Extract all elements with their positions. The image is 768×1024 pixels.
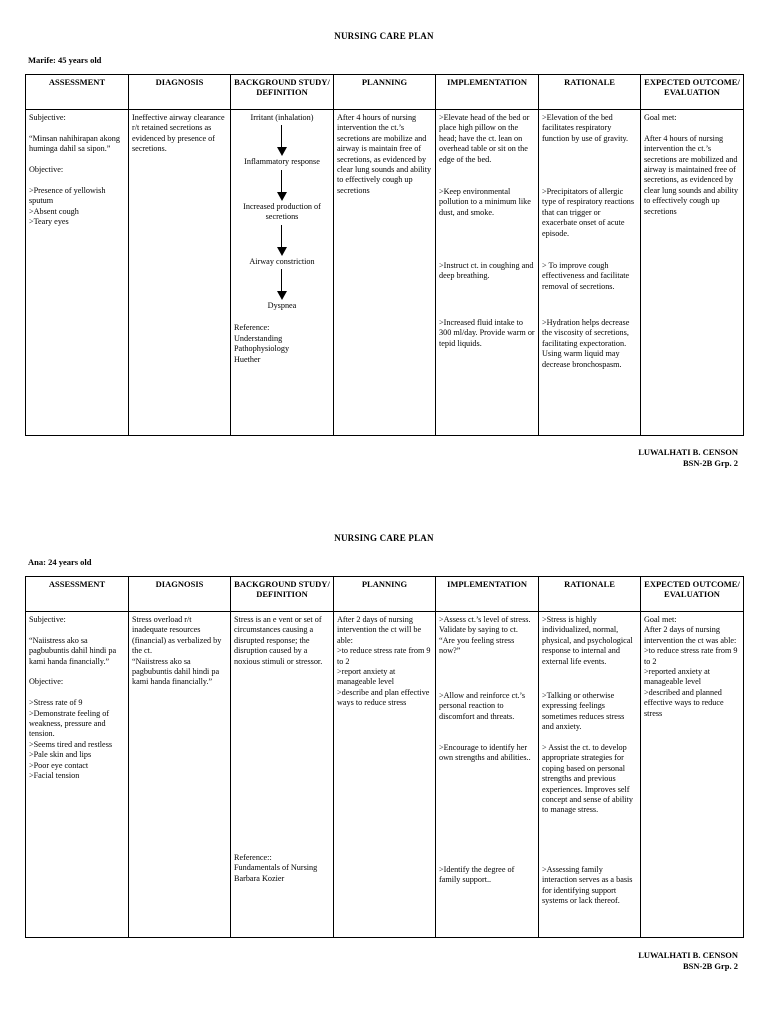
rationale-item: >Precipitators of allergic type of respiratory reactions that can trigger or exacerbate onset of acute episode. — [542, 187, 635, 238]
implementation-cell — [436, 612, 539, 938]
outcome-text: Goal met: After 4 hours of nursing intervention the ct.’s secretions are mobilized and airway is maintained free of secretions, as evidenced by clear lung sounds and ability to effectively cough up secretions — [644, 113, 739, 216]
plan-title: NURSING CARE PLAN — [334, 31, 434, 41]
diagnosis-cell — [129, 612, 231, 938]
flow-node-secretions: Increased production of secretions — [243, 201, 321, 222]
plan-title: NURSING CARE PLAN — [334, 533, 434, 543]
implementation-item: >Instruct ct. in coughing and deep breathing. — [439, 261, 534, 281]
care-plan-table — [25, 576, 744, 938]
planning-cell — [334, 110, 436, 436]
implementation-item: >Keep environmental pollution to a minimum like dust, and smoke. — [439, 187, 531, 217]
rationale-item: > Assist the ct. to develop appropriate strategies for coping based on personal strengths and previous experiences. Improves self concept and sense of ability to manage stress. — [542, 743, 633, 815]
rationale-cell — [539, 612, 641, 938]
header-planning: PLANNING — [334, 75, 436, 110]
header-diagnosis: DIAGNOSIS — [129, 75, 231, 110]
arrow-down-icon — [277, 125, 287, 157]
implementation-item: >Elevate head of the bed or place high pillow on the head; have the ct. lean on overhead table or sit on the edge of the bed. — [439, 113, 530, 164]
header-implementation: IMPLEMENTATION — [436, 577, 539, 612]
care-plan-table — [25, 74, 744, 436]
patient-name: Marife: 45 years old — [28, 55, 102, 65]
header-planning: PLANNING — [334, 577, 436, 612]
header-diagnosis: DIAGNOSIS — [129, 577, 231, 612]
rationale-cell — [539, 110, 641, 436]
table-row — [26, 110, 744, 436]
pathophysiology-flowchart — [234, 113, 330, 311]
background-cell — [231, 110, 334, 436]
header-row — [26, 577, 744, 612]
outcome-cell — [641, 612, 744, 938]
implementation-item: >Allow and reinforce ct.’s personal reaction to discomfort and threats. — [439, 691, 526, 721]
signature-name: LUWALHATI B. CENSON — [638, 950, 738, 960]
outcome-cell — [641, 110, 744, 436]
header-background: BACKGROUND STUDY/ DEFINITION — [231, 75, 334, 110]
header-rationale: RATIONALE — [539, 75, 641, 110]
reference-text: Reference:: Fundamentals of Nursing Barbara Kozier — [234, 853, 318, 883]
signature-name: LUWALHATI B. CENSON — [638, 447, 738, 457]
header-implementation: IMPLEMENTATION — [436, 75, 539, 110]
planning-text: After 2 days of nursing intervention the ct will be able: >to reduce stress rate from 9 to 2 >report anxiety at manageable level >describe and plan effective ways to reduce stress — [337, 615, 431, 708]
reference-text: Reference: Understanding Pathophysiology Huether — [234, 323, 290, 364]
rationale-item: >Talking or otherwise expressing feelings sometimes reduces stress and anxiety. — [542, 691, 625, 732]
rationale-item: >Assessing family interaction serves as a basis for identifying support systems or lack thereof. — [542, 865, 633, 906]
signature-group: BSN-2B Grp. 2 — [682, 458, 738, 468]
diagnosis-text: Stress overload r/t inadequate resources (financial) as verbalized by the ct. “Naiistress ako sa pagbubuntis dahil hindi pa kami handa financially.” — [132, 615, 222, 687]
header-row — [26, 75, 744, 110]
patient-name: Ana: 24 years old — [28, 557, 92, 567]
implementation-item: >Encourage to identify her own strengths and abilities.. — [439, 743, 531, 763]
assessment-cell — [26, 612, 129, 938]
implementation-item: >Assess ct.’s level of stress. Validate by saying to ct. “Are you feeling stress now?” — [439, 615, 531, 656]
background-cell — [231, 612, 334, 938]
signature-block — [638, 447, 738, 469]
implementation-item: >Increased fluid intake to 300 ml/day. Provide warm or tepid liquids. — [439, 318, 535, 348]
rationale-item: >Hydration helps decrease the viscosity of secretions, facilitating expectoration. Using warm liquid may decrease bronchospasm. — [542, 318, 630, 369]
diagnosis-cell — [129, 110, 231, 436]
header-rationale: RATIONALE — [539, 577, 641, 612]
signature-block — [638, 950, 738, 972]
assessment-text: Subjective: “Naiistress ako sa pagbubuntis dahil hindi pa kami handa financially.” Objective: >Stress rate of 9 >Demonstrate feeling of weakness, pressure and tension. >Seems tired and restless >Pale skin and lips >Poor eye contact >Facial tension — [29, 615, 117, 781]
implementation-item: >Identify the degree of family support.. — [439, 865, 515, 885]
flow-node-irritant: Irritant (inhalation) — [250, 113, 314, 122]
background-text: Stress is an e vent or set of circumstances causing a disrupted response; the disruption caused by a noxious stimuli or stressor. — [234, 615, 323, 666]
outcome-text: Goal met: After 2 days of nursing intervention the ct was able: >to reduce stress rate from 9 to 2 >reported anxiety at manageable level >described and planned effective ways to reduce stress — [644, 615, 738, 718]
header-background: BACKGROUND STUDY/ DEFINITION — [231, 577, 334, 612]
flow-node-airway: Airway constriction — [249, 256, 315, 266]
arrow-down-icon — [277, 170, 287, 202]
assessment-cell — [26, 110, 129, 436]
planning-cell — [334, 612, 436, 938]
arrow-down-icon — [277, 269, 287, 301]
rationale-item: >Elevation of the bed facilitates respiratory function by use of gravity. — [542, 113, 629, 143]
header-assessment: ASSESSMENT — [26, 577, 129, 612]
rationale-item: > To improve cough effectiveness and facilitate removal of secretions. — [542, 261, 630, 291]
table-row — [26, 612, 744, 938]
flow-node-dyspnea: Dyspnea — [267, 301, 297, 311]
diagnosis-text: Ineffective airway clearance r/t retained secretions as evidenced by presence of secretions. — [132, 113, 225, 154]
arrow-down-icon — [277, 225, 287, 257]
signature-group: BSN-2B Grp. 2 — [682, 961, 738, 971]
header-outcome: EXPECTED OUTCOME/ EVALUATION — [641, 577, 744, 612]
header-assessment: ASSESSMENT — [26, 75, 129, 110]
flow-node-inflammatory: Inflammatory response — [244, 157, 320, 167]
assessment-text: Subjective: “Minsan nahihirapan akong huminga dahil sa sipon.” Objective: >Presence of yellowish sputum >Absent cough >Teary eyes — [29, 113, 120, 227]
rationale-item: >Stress is highly individualized, normal, physical, and psychological response to internal and external life events. — [542, 615, 633, 666]
planning-text: After 4 hours of nursing intervention the ct.’s secretions are mobilize and airway is maintain free of secretions, as evidenced by clear lung sounds and ability to effectively cough up secretions — [337, 113, 432, 195]
implementation-cell — [436, 110, 539, 436]
header-outcome: EXPECTED OUTCOME/ EVALUATION — [641, 75, 744, 110]
